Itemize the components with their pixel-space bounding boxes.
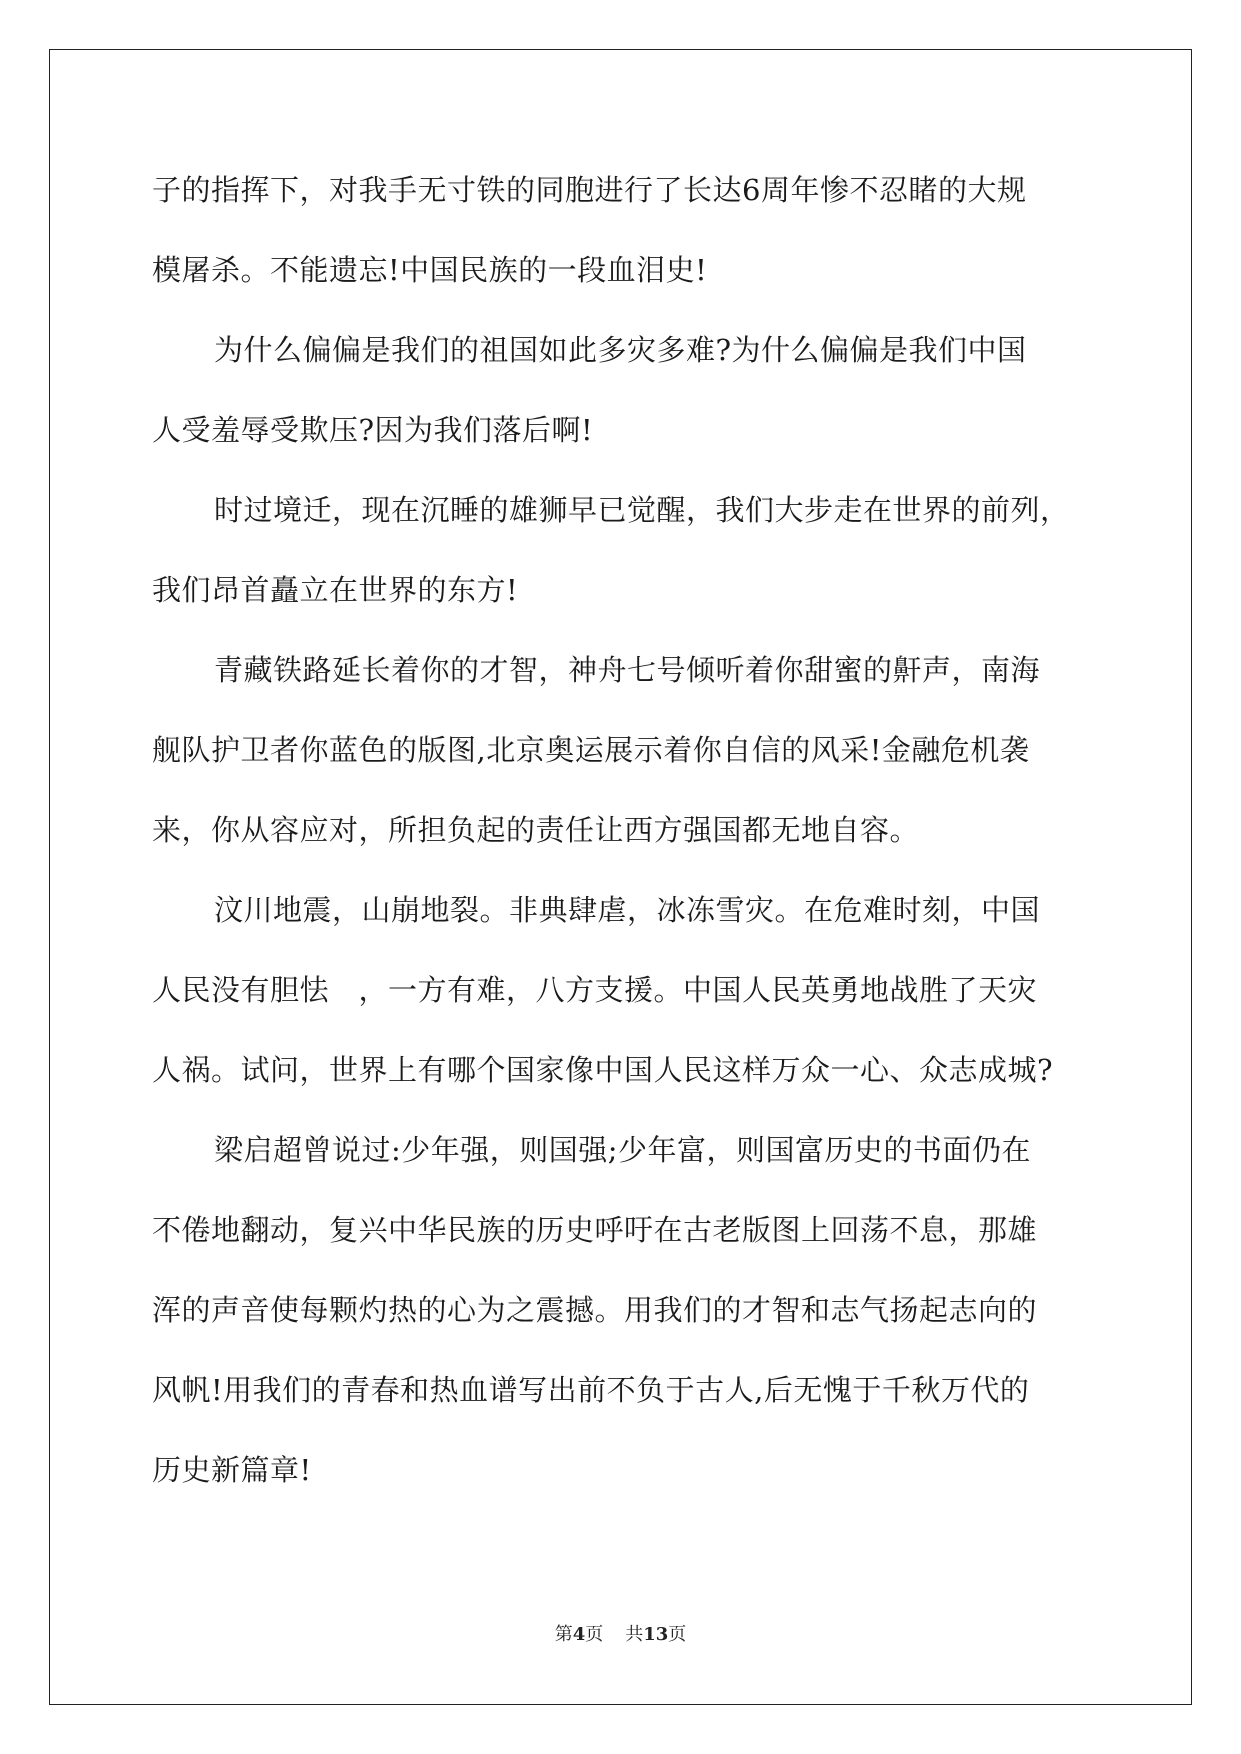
- paragraph-first-line: 时过境迁，现在沉睡的雄狮早已觉醒，我们大步走在世界的前列，: [214, 493, 1070, 527]
- total-prefix: 共: [625, 1624, 644, 1645]
- text-line: 风帆!用我们的青春和热血谱写出前不负于古人,后无愧于千秋万代的: [152, 1373, 1030, 1407]
- text-line: 历史新篇章!: [152, 1453, 312, 1487]
- text-line: 人民没有胆怯 ，一方有难，八方支援。中国人民英勇地战胜了天灾: [152, 973, 1038, 1007]
- paragraph-first-line: 汶川地震，山崩地裂。非典肆虐，冰冻雪灾。在危难时刻，中国: [214, 893, 1041, 927]
- page-suffix: 页: [585, 1624, 604, 1645]
- text-line: 人受羞辱受欺压?因为我们落后啊!: [152, 413, 594, 447]
- paragraph-first-line: 梁启超曾说过:少年强，则国强;少年富，则国富历史的书面仍在: [214, 1133, 1032, 1167]
- page-footer: [0, 1620, 1241, 1646]
- text-line: 我们昂首矗立在世界的东方!: [152, 573, 519, 607]
- text-line: 模屠杀。不能遗忘!中国民族的一段血泪史!: [152, 253, 708, 287]
- document-body: [152, 156, 1090, 1516]
- text-line: 舰队护卫者你蓝色的版图,北京奥运展示着你自信的风采!金融危机袭: [152, 733, 1030, 767]
- page-prefix: 第: [554, 1624, 573, 1645]
- page-number: 4: [572, 1624, 586, 1645]
- total-suffix: 页: [668, 1624, 687, 1645]
- text-line: 人祸。试问，世界上有哪个国家像中国人民这样万众一心、众志成城?: [152, 1053, 1054, 1087]
- text-line: 来，你从容应对，所担负起的责任让西方强国都无地自容。: [152, 813, 920, 847]
- paragraph-first-line: 青藏铁路延长着你的才智，神舟七号倾听着你甜蜜的鼾声，南海: [214, 653, 1041, 687]
- text-line: 不倦地翻动，复兴中华民族的历史呼吁在古老版图上回荡不息，那雄: [152, 1213, 1038, 1247]
- text-line: 子的指挥下，对我手无寸铁的同胞进行了长达6周年惨不忍睹的大规: [152, 173, 1027, 207]
- paragraph-first-line: 为什么偏偏是我们的祖国如此多灾多难?为什么偏偏是我们中国: [214, 333, 1027, 367]
- total-pages: 13: [643, 1624, 669, 1645]
- text-line: 浑的声音使每颗灼热的心为之震撼。用我们的才智和志气扬起志向的: [152, 1293, 1038, 1327]
